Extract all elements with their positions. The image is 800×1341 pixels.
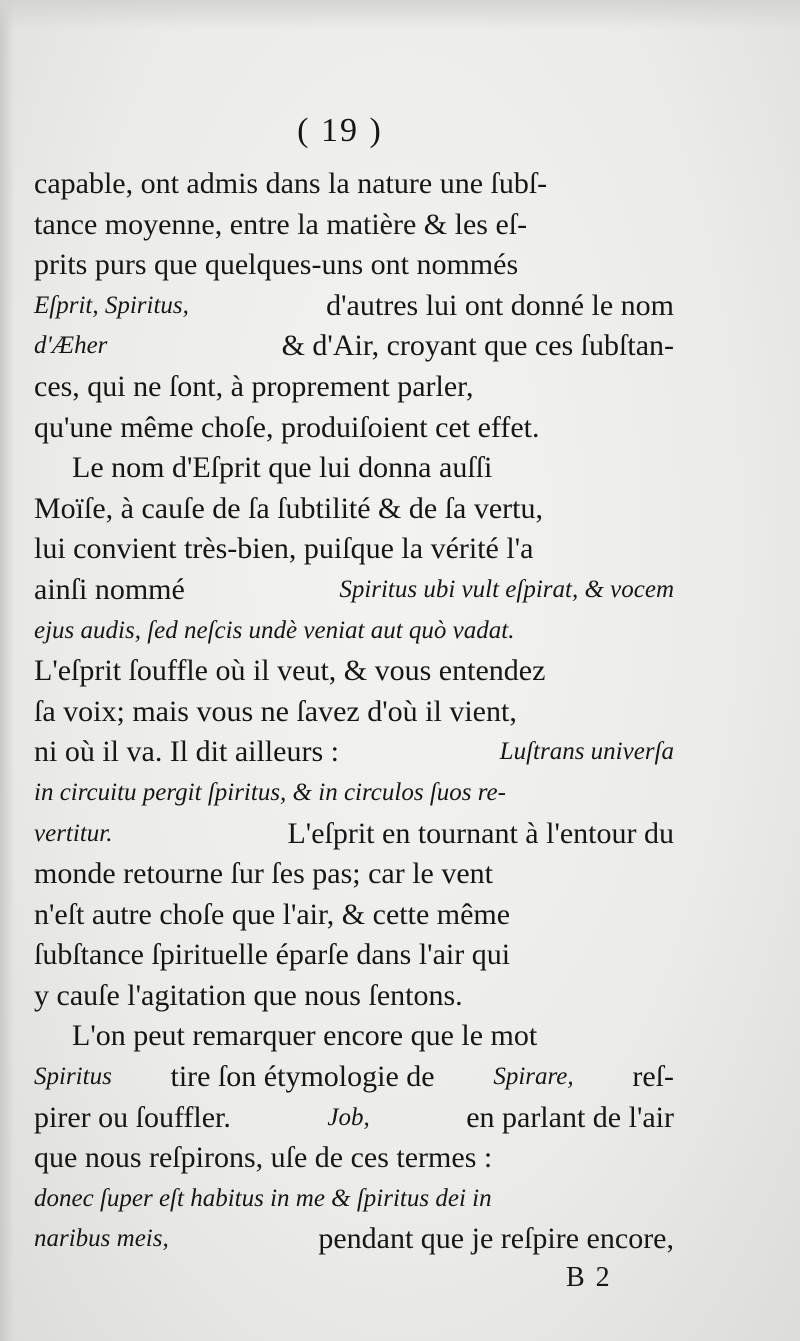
text-line (34, 570, 674, 611)
text-line (34, 773, 674, 814)
text-segment: pendant que je reſpire encore, (318, 1222, 674, 1256)
italic-text: Spiritus (34, 1063, 112, 1091)
italic-text: ejus audis, ſed neſcis undè veniat aut quò vadat. (34, 616, 515, 644)
text-segment: capable, ont admis dans la nature une ſubſ- (34, 167, 548, 200)
page-edge-shadow-left (0, 0, 14, 1341)
text-line (34, 1098, 674, 1139)
text-segment: monde retourne ſur ſes pas; car le vent (34, 857, 493, 891)
italic-text: Job, (327, 1103, 370, 1131)
text-segment: ſubſtance ſpirituelle éparſe dans l'air qui (34, 938, 511, 972)
text-segment: L'eſprit ſouffle où il veut, & vous entendez (34, 654, 546, 688)
text-line (34, 205, 674, 246)
text-line (34, 611, 674, 652)
text-segment: Moïſe, à cauſe de ſa ſubtilité & de ſa vertu, (34, 491, 543, 525)
text-line (34, 854, 674, 895)
text-line (34, 814, 674, 855)
text-line (34, 286, 674, 327)
text-line (34, 489, 674, 530)
text-line (34, 1138, 674, 1179)
text-segment: prits purs que quelques-uns ont nommés (34, 248, 519, 282)
text-line (34, 367, 674, 408)
signature-mark: B 2 (566, 1262, 612, 1293)
body-text (34, 164, 674, 1260)
text-line (34, 529, 674, 570)
text-line (34, 732, 674, 773)
text-segment: tire ſon étymologie de (170, 1060, 435, 1094)
italic-text: donec ſuper eſt habitus in me & ſpiritus dei in (34, 1184, 492, 1212)
text-line (34, 935, 674, 976)
text-line (34, 164, 674, 205)
text-segment: ainſi nommé (34, 572, 185, 606)
text-segment: en parlant de l'air (466, 1100, 674, 1134)
text-line (34, 895, 674, 936)
text-segment: qu'une même choſe, produiſoient cet effet. (34, 410, 540, 444)
text-segment: & d'Air, croyant que ces ſubſtan- (281, 329, 674, 363)
page-number: ( 19 ) (297, 112, 383, 149)
text-line (34, 1219, 674, 1260)
text-segment: tance moyenne, entre la matière & les eſ- (34, 207, 528, 241)
text-line (34, 1179, 674, 1220)
page-edge-shadow-top (0, 0, 800, 30)
text-segment: que nous reſpirons, uſe de ces termes : (34, 1141, 493, 1175)
italic-text: Spiritus ubi vult eſpirat, & vocem (339, 575, 674, 603)
text-segment: pirer ou ſouffler. (34, 1100, 231, 1134)
text-line (34, 1057, 674, 1098)
text-line (34, 976, 674, 1017)
italic-text: Eſprit, Spiritus, (34, 291, 189, 319)
text-segment: lui convient très-bien, puiſque la vérité l'a (34, 532, 534, 566)
italic-text: d'Æher (34, 332, 108, 360)
text-line (34, 245, 674, 286)
italic-text: vertitur. (34, 819, 113, 847)
text-line (34, 408, 674, 449)
text-segment: reſ- (632, 1060, 674, 1094)
text-segment: ces, qui ne ſont, à proprement parler, (34, 369, 474, 403)
text-segment: ſa voix; mais vous ne ſavez d'où il vient, (34, 694, 517, 728)
text-segment: d'autres lui ont donné le nom (326, 288, 674, 322)
text-segment: n'eſt autre choſe que l'air, & cette même (34, 897, 511, 931)
text-segment: Le nom d'Eſprit que lui donna auſſi (72, 451, 493, 485)
text-segment: L'on peut remarquer encore que le mot (72, 1019, 538, 1053)
italic-text: Spirare, (493, 1063, 574, 1091)
text-line (34, 1016, 674, 1057)
italic-text: in circuitu pergit ſpiritus, & in circulos ſuos re- (34, 778, 506, 806)
italic-text: Luſtrans univerſa (499, 738, 674, 766)
text-line (34, 651, 674, 692)
text-line (34, 448, 674, 489)
italic-text: naribus meis, (34, 1225, 169, 1253)
text-segment: ni où il va. Il dit ailleurs : (34, 735, 339, 769)
text-line (34, 326, 674, 367)
text-segment: y cauſe l'agitation que nous ſentons. (34, 978, 463, 1012)
text-segment: L'eſprit en tournant à l'entour du (287, 816, 674, 850)
text-line (34, 692, 674, 733)
